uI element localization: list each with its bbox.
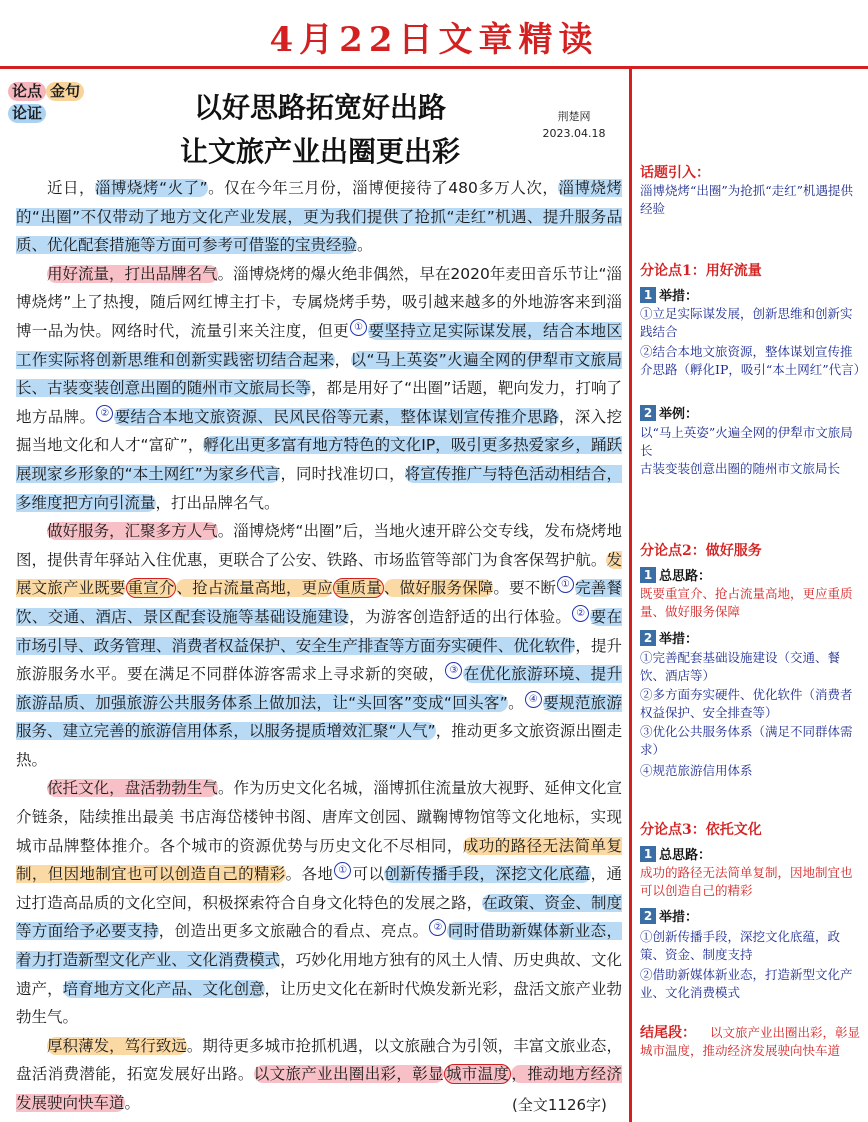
- section-3-label-2: [640, 906, 698, 925]
- point-number-marker: ④: [525, 691, 542, 708]
- quote-highlight: 、抢占流量高地，更应: [176, 579, 333, 598]
- quote-highlight: 发展文旅产业既要: [16, 550, 622, 598]
- section-1-text-3: 以“马上英姿”火遍全网的伊犁市文旅局长: [640, 425, 853, 458]
- badge-1: 1: [640, 846, 656, 862]
- section-2-label-1-text: 总思路：: [659, 569, 712, 584]
- text-segment: 。作为历史文化名城，淄博抓住流量放大视野、延伸文化宣介链条，陆续推出最美 书店海岱楼钟书阁、唐库文创园、蹴鞠博物馆等文化地标，实现城市品牌整体推介。各个城市的资源优势与历史文化不尽相同，: [16, 779, 622, 855]
- section-1-text-4: 古装变装创意出圈的随州市文旅局长: [640, 461, 841, 476]
- argument-highlight: ，推动地方经济发展驶向快车道: [16, 1065, 622, 1112]
- evidence-highlight: 同时借助新媒体新业态，着力打造新型文化产业、文化消费模式: [16, 922, 622, 970]
- paragraph-2: [16, 260, 622, 517]
- evidence-highlight: 创新传播手段，深挖文化底蕴: [384, 865, 591, 884]
- evidence-highlight: 要结合本地文旅资源、民风民俗等元素，整体谋划宣传推介思路: [114, 407, 559, 426]
- header-divider: [0, 66, 868, 69]
- argument-highlight: 依托文化，盘活勃勃生气: [47, 779, 218, 798]
- text-segment: ，通过打造高品质的文化空间，积极探索符合自身文化特色的发展之路，: [16, 865, 622, 912]
- point-number-marker: ②: [96, 405, 113, 422]
- quote-highlight: 、做好服务保障: [383, 579, 494, 598]
- quote-highlight: 成功的路径无法简单复制，但因地制宜也可以创造自己的精彩: [16, 836, 622, 884]
- argument-highlight: 用好流量，打出品牌名气: [47, 264, 218, 283]
- point-number-marker: ③: [445, 662, 462, 679]
- badge-2: 2: [640, 630, 656, 646]
- section-2-text-5: ④规范旅游信用体系: [640, 763, 753, 778]
- text-segment: 。淄博烧烤“出圈”后，当地火速开辟公交专线，发布烧烤地图，提供青年驿站入住优惠，更联合了公安、铁路、市场监管等部门为食客保驾护航。: [16, 522, 622, 569]
- text-segment: ，为游客创造舒适的出行体验。: [349, 607, 572, 626]
- legend-quote-tag: 金句: [46, 82, 84, 101]
- keyword-box: 城市温度: [445, 1065, 510, 1084]
- intro-text: 淄博烧烤“出圈”为抢抓“走红”机遇提供经验: [640, 183, 854, 216]
- text-segment: ，深入挖掘当地文化和人才“富矿”，: [16, 407, 622, 455]
- section-1-text-2: ②结合本地文旅资源，整体谋划宣传推介思路（孵化IP，吸引“本土网红”代言）: [640, 344, 867, 377]
- point-number-marker: ①: [334, 862, 351, 879]
- text-segment: ，都是用好了“出圈”话题，靶向发力，打响了地方品牌。: [16, 379, 622, 426]
- text-segment: 。: [357, 236, 373, 255]
- page-title: 4月22日文章精读: [269, 20, 599, 60]
- evidence-highlight: 培育地方文化产品、文化创意: [62, 979, 265, 998]
- evidence-highlight: 将宣传推广与特色活动相结合，多维度把方向引流量: [16, 464, 622, 512]
- legend: [8, 80, 84, 124]
- section-3-text-3: ②借助新媒体新业态，打造新型文化产业、文化消费模式: [640, 967, 853, 1000]
- intro-heading: 话题引入：: [640, 165, 710, 181]
- text-segment: 。: [124, 1094, 141, 1112]
- text-segment: ，提升旅游服务水平。要在满足不同群体游客需求上寻求新的突破，: [16, 636, 622, 684]
- text-segment: 。: [507, 693, 524, 712]
- article-title-line-1: 以好思路拓宽好出路: [193, 91, 446, 124]
- evidence-highlight: 淄博烧烤的“出圈”不仅带动了地方文化产业发展，更为我们提供了抢抓“走红”机遇、提升服务品质、优化配套措施等方面可参考可借鉴的宝贵经验: [16, 179, 622, 255]
- point-number-marker: ①: [557, 576, 574, 593]
- evidence-highlight: 孵化出更多富有地方特色的文化IP，吸引更多热爱家乡，踊跃展现家乡形象的“本土网红”为家乡代言: [16, 436, 623, 483]
- header: [0, 0, 868, 68]
- section-2-text-2: ①完善配套基础设施建设（交通、餐饮、酒店等）: [640, 650, 841, 683]
- paragraph-4: [16, 774, 622, 1031]
- argument-highlight: 做好服务，汇聚多方人气: [47, 522, 218, 541]
- section-3-text-2: ①创新传播手段，深挖文化底蕴，政策、资金、制度支持: [640, 929, 841, 962]
- legend-evidence-tag: 论证: [8, 104, 46, 123]
- evidence-highlight: 淄博烧烤“火了”: [95, 179, 208, 197]
- text-segment: 。各地: [285, 865, 334, 884]
- section-1-label-1: [640, 285, 698, 304]
- evidence-highlight: 完善餐饮、交通、酒店、景区配套设施等基础设施建设: [16, 579, 622, 626]
- text-segment: 。仅在今年三月份，淄博便接待了480多万人次，: [207, 179, 559, 197]
- article-source: [534, 108, 614, 142]
- section-1-label-2: [640, 403, 698, 422]
- text-segment: ，推动更多文旅资源出圈走热。: [16, 722, 622, 769]
- point-number-marker: ②: [429, 919, 446, 936]
- text-segment: ，打出品牌名气。: [155, 493, 280, 512]
- text-segment: 近日，: [47, 179, 96, 197]
- evidence-highlight: 要坚持立足实际谋发展，结合本地区工作实际将创新思维和创新实践密切结合起来: [16, 321, 622, 369]
- evidence-highlight: 在政策、资金、制度等方面给予必要支持: [16, 893, 622, 941]
- conclusion-heading: 结尾段：: [640, 1025, 696, 1041]
- section-1-label-2-text: 举例：: [659, 407, 699, 422]
- paragraph-1: [16, 174, 622, 260]
- section-3-text-1: 成功的路径无法简单复制，因地制宜也可以创造自己的精彩: [640, 865, 853, 898]
- text-segment: ，创造出更多文旅融合的看点、亮点。: [158, 922, 429, 941]
- section-2-text-3: ②多方面夯实硬件、优化软件（消费者权益保护、安全排查等）: [640, 687, 853, 720]
- source-date: 2023.04.18: [542, 127, 606, 140]
- section-2-text-1: 既要重宣介、抢占流量高地，更应重质量、做好服务保障: [640, 586, 853, 619]
- article-body: [16, 174, 622, 1118]
- legend-row-2: [8, 102, 84, 124]
- text-segment: 可以: [352, 865, 385, 884]
- section-2-label-2-text: 举措：: [659, 632, 699, 647]
- legend-argument-tag: 论点: [8, 82, 46, 101]
- section-1-heading: 分论点1：用好流量: [640, 263, 762, 279]
- badge-2: 2: [640, 908, 656, 924]
- column-divider: [629, 69, 632, 1122]
- article-title: [150, 86, 490, 174]
- section-2-label-1: [640, 565, 711, 584]
- text-segment: ，巧妙化用地方独有的风土人情、历史典故、文化遗产，: [16, 951, 622, 998]
- paragraph-3: [16, 517, 622, 774]
- badge-1: 1: [640, 287, 656, 303]
- text-segment: 。要不断: [493, 579, 556, 598]
- article-title-line-2: 让文旅产业出圈更出彩: [179, 135, 460, 168]
- section-1-text-1: ①立足实际谋发展，创新思维和创新实践结合: [640, 306, 853, 339]
- point-number-marker: ①: [350, 319, 367, 336]
- argument-highlight: 以文旅产业出圈出彩，彰显: [253, 1065, 444, 1084]
- section-1-label-1-text: 举措：: [659, 289, 699, 304]
- evidence-highlight: 在优化旅游环境、提升旅游品质、加强旅游公共服务体系上做加法，让“头回客”变成“回头客”: [16, 665, 622, 712]
- section-2-label-2: [640, 628, 698, 647]
- text-segment: 。期待更多城市抢抓机遇，以文旅融合为引领，丰富文旅业态，盘活消费潜能，拓宽发展好出路。: [16, 1036, 622, 1084]
- section-2-heading: 分论点2：做好服务: [640, 543, 762, 559]
- legend-row-1: [8, 80, 84, 102]
- text-segment: 。淄博烧烤的爆火绝非偶然，早在2020年麦田音乐节让“淄博烧烤”上了热搜，随后网红博主打卡，专属烧烤手势，吸引越来越多的外地游客来到淄博一品为快。网络时代，流量引来关注度，但更: [16, 264, 622, 340]
- source-name: 荆楚网: [557, 110, 591, 123]
- section-2-text-4: ③优化公共服务体系（满足不同群体需求）: [640, 724, 853, 757]
- text-segment: ，: [334, 350, 351, 369]
- word-count: (全文1126字): [512, 1096, 607, 1114]
- section-3-heading: 分论点3：依托文化: [640, 822, 762, 838]
- quote-highlight: 厚积薄发，笃行致远: [47, 1036, 187, 1055]
- section-3-label-2-text: 举措：: [659, 910, 699, 925]
- text-segment: ，让历史文化在新时代焕发新光彩，盘活文旅产业勃勃生气。: [16, 979, 622, 1027]
- evidence-highlight: 要在市场引导、政务管理、消费者权益保护、安全生产排查等方面夯实硬件、优化软件: [16, 607, 622, 655]
- text-segment: ，同时找准切口，: [280, 464, 405, 483]
- evidence-highlight: 以“马上英姿”火遍全网的伊犁市文旅局长、古装变装创意出圈的随州市文旅局长等: [16, 350, 622, 398]
- keyword-box: 重质量: [334, 579, 382, 598]
- conclusion-text: 以文旅产业出圈出彩，彰显城市温度，推动经济发展驶向快车道: [640, 1025, 861, 1058]
- keyword-box: 重宣介: [127, 579, 175, 598]
- badge-2: 2: [640, 405, 656, 421]
- section-3-label-1: [640, 844, 711, 863]
- evidence-highlight: 要规范旅游服务、建立完善的旅游信用体系，以服务提质增效汇聚“人气”: [16, 693, 622, 741]
- section-3-label-1-text: 总思路：: [659, 848, 712, 863]
- badge-1: 1: [640, 567, 656, 583]
- point-number-marker: ②: [572, 605, 589, 622]
